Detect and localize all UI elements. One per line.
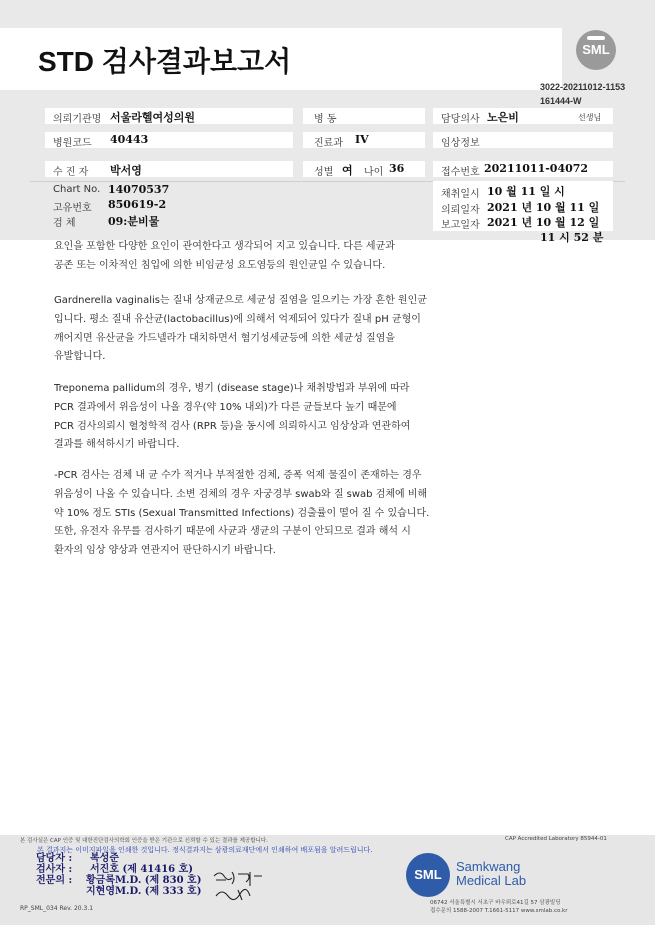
text-line: 또한, 유전자 유무를 검사하기 때문에 사균과 생균의 구분이 안되므로 결과 해석 시 bbox=[54, 526, 411, 538]
paragraph-3 bbox=[54, 380, 410, 455]
doctor-suffix: 선생님 bbox=[578, 113, 602, 122]
text-line: 위음성이 나올 수 있습니다. 소변 검체의 경우 자궁경부 swab와 질 swab 검체에 비해 bbox=[54, 488, 428, 500]
lab-contact: 접수문의 1588-2007 T.1661-5117 www.smlab.co.kr bbox=[430, 908, 568, 914]
examiner-label: 검사자 : bbox=[36, 864, 73, 875]
lab-address: 06742 서울특별시 서초구 바우뫼로41길 57 삼광빌딩 bbox=[430, 900, 561, 906]
paragraph-2 bbox=[54, 292, 427, 367]
report-date-label: 보고일자 bbox=[441, 220, 480, 231]
collection-label: 채취일시 bbox=[441, 189, 480, 200]
text-line: 입니다. 평소 질내 유산균(lactobacillus)에 의해서 억제되어 있다가 질내 pH 균형이 bbox=[54, 313, 421, 325]
request-label: 의뢰일자 bbox=[441, 205, 480, 216]
chart-label: Chart No. bbox=[53, 184, 101, 195]
unique-value: 850619-2 bbox=[108, 198, 167, 211]
samkwang-logo-icon: SML bbox=[406, 853, 450, 897]
text-line: 공존 또는 이차적인 침입에 의한 비임균성 요도염등의 원인균일 수 있습니다. bbox=[54, 259, 386, 271]
examinee-label: 수 진 자 bbox=[53, 167, 89, 178]
doctor-label: 담당의사 bbox=[441, 114, 480, 125]
sex-value: 여 bbox=[342, 164, 353, 177]
text-line: 환자의 임상 양상과 연관지어 판단하시기 바랍니다. bbox=[54, 545, 276, 557]
institution-value: 서울라헬여성의원 bbox=[110, 111, 196, 124]
text-line: Treponema pallidum의 경우, 병기 (disease stage)나 채취방법과 부위에 따라 bbox=[54, 383, 410, 394]
text-line: 약 10% 정도 STIs (Sexual Transmitted Infections) 검출률이 떨어 질 수 있습니다. bbox=[54, 507, 430, 519]
specialist-label: 전문의 : bbox=[36, 875, 73, 886]
text-line: 깨어지면 유산균을 가드넬라가 대치하면서 혐기성세균등에 의한 세균성 질염을 bbox=[54, 332, 396, 344]
request-value: 2021 년 10 월 11 일 bbox=[487, 201, 600, 214]
document-code: RP_SML_034 Rev. 20.3.1 bbox=[20, 905, 94, 912]
department-value: IV bbox=[355, 133, 369, 146]
clinical-label: 임상정보 bbox=[441, 138, 480, 149]
receipt-no-label: 접수번호 bbox=[441, 167, 480, 178]
report-date-value: 2021 년 10 월 12 일 bbox=[487, 216, 600, 229]
department-label: 진료과 bbox=[314, 138, 343, 149]
collection-value: 10 월 11 일 시 bbox=[487, 185, 565, 198]
institution-label: 의뢰기관명 bbox=[53, 114, 102, 125]
text-line: -PCR 검사는 검체 내 균 수가 적거나 부적절한 검체, 증폭 억제 물질이 존재하는 경우 bbox=[54, 470, 422, 481]
text-line: 요인을 포함한 다양한 요인이 관여한다고 생각되어 지고 있습니다. 다른 세균과 bbox=[54, 241, 395, 252]
age-value: 36 bbox=[389, 162, 405, 175]
text-line: 유발합니다. bbox=[54, 351, 106, 363]
report-title: STD 검사결과보고서 bbox=[38, 46, 292, 77]
specimen-value: 09:분비물 bbox=[108, 215, 160, 228]
lab-name-line-2: Medical Lab bbox=[456, 873, 527, 888]
text-line: 결과를 해석하시기 바랍니다. bbox=[54, 439, 180, 451]
manager-value: 복성준 bbox=[90, 853, 119, 864]
hospital-code-label: 병원코드 bbox=[53, 138, 92, 149]
specimen-label: 검 체 bbox=[53, 218, 76, 229]
text-line: Gardnerella vaginalis는 질내 상재균으로 세균성 질염을 일으키는 가장 흔한 원인균 bbox=[54, 295, 427, 306]
chart-value: 14070537 bbox=[108, 183, 170, 196]
examiner-value: 서진호 (제 41416 호) bbox=[90, 864, 193, 875]
report-time-value: 11 시 52 분 bbox=[540, 231, 604, 244]
receipt-no-value: 20211011-04072 bbox=[484, 162, 589, 175]
hospital-code-value: 40443 bbox=[110, 133, 149, 146]
specialist-2: 지현영M.D. (제 333 호) bbox=[86, 886, 202, 897]
text-line: PCR 결과에서 위음성이 나올 경우(약 10% 내외)가 다른 균들보다 높기 때문에 bbox=[54, 401, 397, 413]
unique-label: 고유번호 bbox=[53, 203, 92, 214]
signature-image bbox=[210, 866, 265, 904]
text-line: PCR 검사의뢰시 혈청학적 검사 (RPR 등)을 동시에 의뢰하시고 임상상과 연관하여 bbox=[54, 420, 411, 432]
age-label: 나이 bbox=[364, 167, 384, 178]
examinee-value: 박서영 bbox=[110, 164, 142, 177]
title-band bbox=[0, 28, 562, 90]
cap-accreditation: CAP Accredited Laboratory 85944-01 bbox=[505, 836, 607, 842]
doc-number-1: 3022-20211012-1153 bbox=[540, 82, 626, 92]
ward-label: 병 동 bbox=[314, 114, 337, 125]
sex-label: 성별 bbox=[314, 167, 334, 178]
doctor-value: 노은비 bbox=[487, 111, 519, 124]
specialist-1: 황금록M.D. (제 830 호) bbox=[86, 875, 202, 886]
footer-notice: 본 결과지는 이미지파일을 인쇄한 것입니다. 정식결과지는 삼광의료재단에서 인쇄하여 배포됨을 알려드립니다. bbox=[37, 846, 373, 854]
footer-fine-print: 본 검사실은 CAP 인증 및 대한진단검사의학회 인증을 받은 기관으로 신뢰할 수 있는 결과를 제공합니다. bbox=[20, 838, 268, 844]
manager-label: 담당자 : bbox=[36, 853, 73, 864]
sml-logo: SML bbox=[576, 30, 616, 70]
lab-name-line-1: Samkwang bbox=[456, 859, 521, 874]
doc-number-2: 161444-W bbox=[540, 96, 582, 106]
paragraph-1 bbox=[54, 238, 395, 276]
paragraph-4 bbox=[54, 467, 429, 561]
